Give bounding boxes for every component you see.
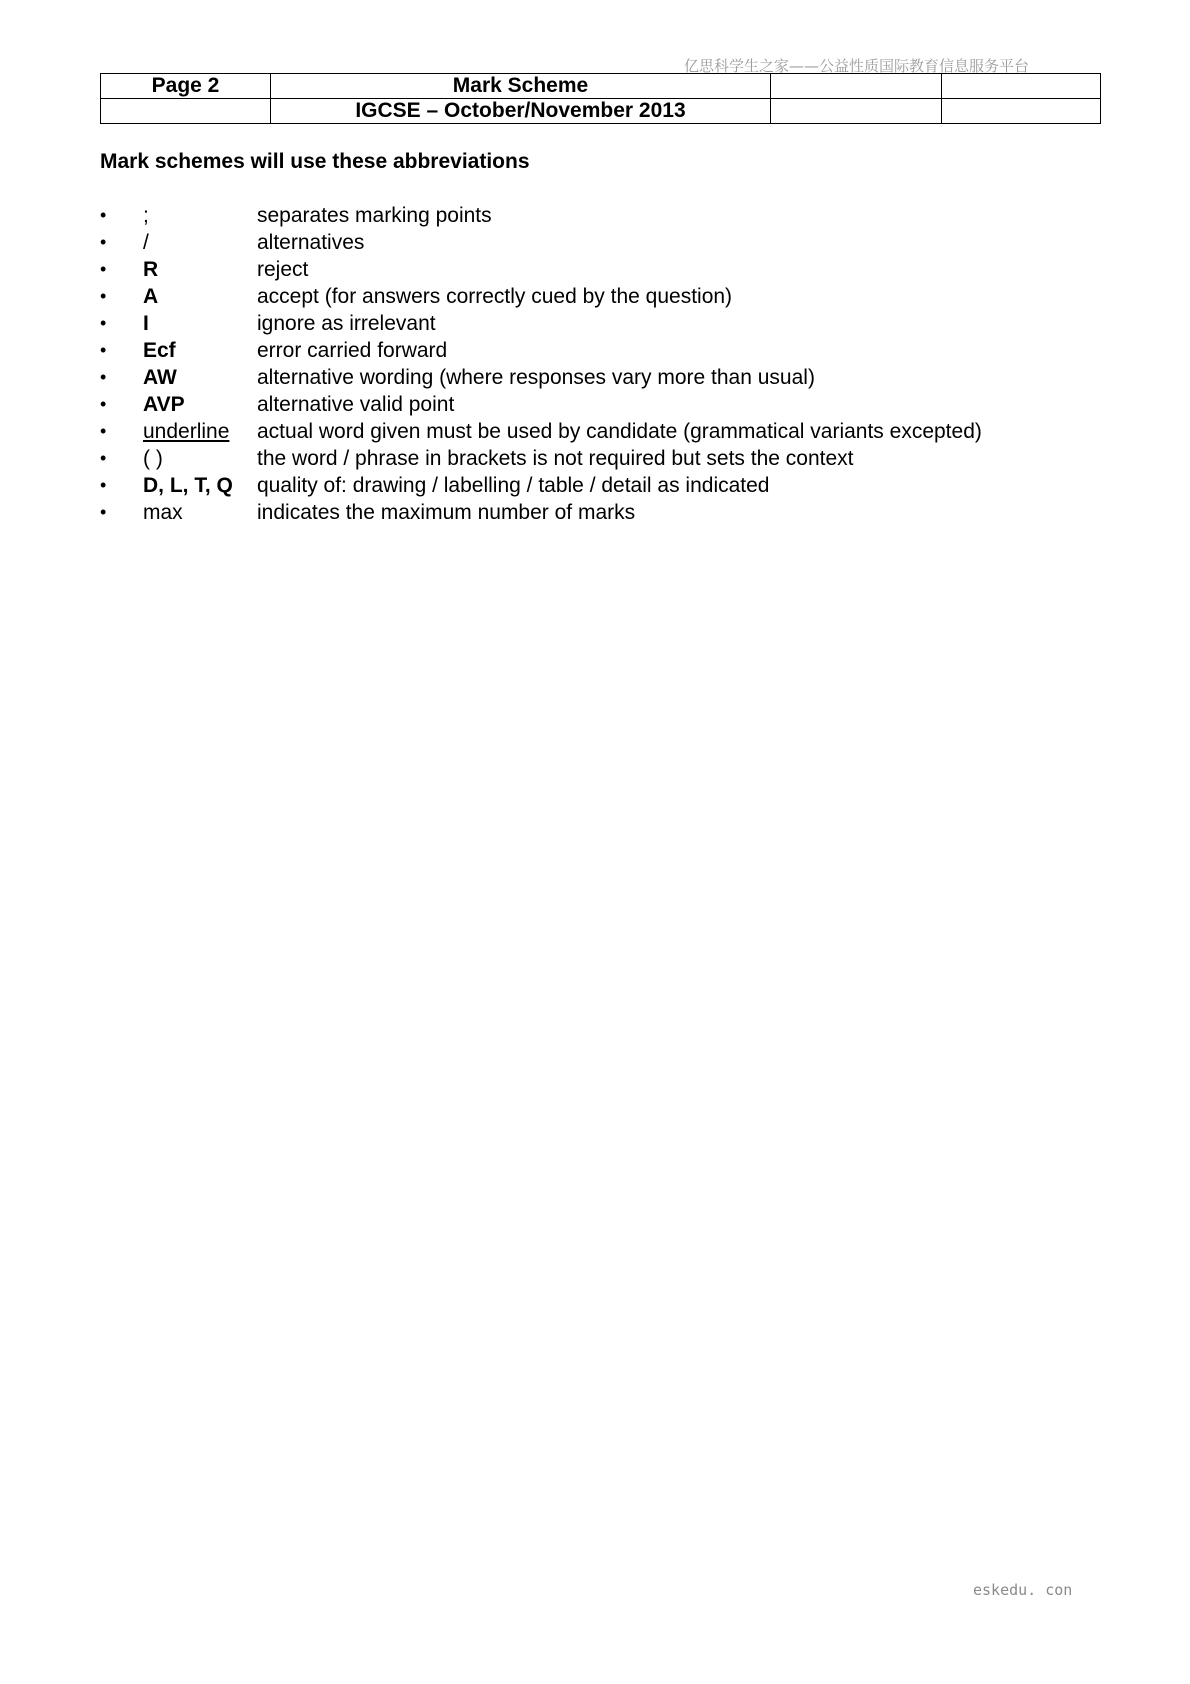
abbreviation-meaning: actual word given must be used by candidate (grammatical variants excepted) <box>257 420 982 443</box>
bullet-icon: • <box>100 313 107 333</box>
bullet-icon: • <box>100 205 107 225</box>
document-subtitle: IGCSE – October/November 2013 <box>271 99 771 124</box>
bullet-icon: • <box>100 475 107 495</box>
bullet-icon: • <box>100 340 107 360</box>
header-empty-cell <box>942 74 1101 99</box>
abbreviation-meaning: the word / phrase in brackets is not required but sets the context <box>257 447 854 470</box>
abbreviation-code: D, L, T, Q <box>143 474 233 497</box>
header-empty-cell <box>942 99 1101 124</box>
header-empty-cell <box>771 99 942 124</box>
bullet-icon: • <box>100 286 107 306</box>
watermark-bottom-text: eskedu. con <box>973 1581 1073 1599</box>
abbreviation-code: AW <box>143 366 177 389</box>
abbreviation-meaning: separates marking points <box>257 204 492 227</box>
bullet-icon: • <box>100 232 107 252</box>
abbreviation-code: / <box>143 231 149 254</box>
abbreviation-meaning: error carried forward <box>257 339 448 362</box>
abbreviation-code: I <box>143 312 149 335</box>
abbreviation-meaning: alternative wording (where responses vary more than usual) <box>257 366 815 389</box>
header-empty-cell <box>771 74 942 99</box>
bullet-icon: • <box>100 367 107 387</box>
abbreviation-meaning: indicates the maximum number of marks <box>257 501 636 524</box>
bullet-icon: • <box>100 394 107 414</box>
abbreviation-meaning: ignore as irrelevant <box>257 312 436 335</box>
bullet-icon: • <box>100 502 107 522</box>
abbreviation-meaning: alternative valid point <box>257 393 455 416</box>
page-number: Page 2 <box>101 74 271 99</box>
section-heading: Mark schemes will use these abbreviations <box>100 150 530 173</box>
abbreviation-meaning: accept (for answers correctly cued by the question) <box>257 285 733 308</box>
document-title: Mark Scheme <box>271 74 771 99</box>
abbreviation-code: max <box>143 501 183 524</box>
header-row-2 <box>101 99 1101 124</box>
abbreviation-code: ; <box>143 204 149 227</box>
header-empty-cell <box>101 99 271 124</box>
abbreviation-code: A <box>143 285 159 308</box>
bullet-icon: • <box>100 448 107 468</box>
watermark-top-text: 亿思科学生之家——公益性质国际教育信息服务平台 <box>684 57 1030 75</box>
header-row-1 <box>101 74 1101 99</box>
abbreviation-code: AVP <box>143 393 185 416</box>
header-table <box>100 73 1101 124</box>
bullet-icon: • <box>100 421 107 441</box>
abbreviation-code: underline <box>143 420 230 443</box>
abbreviation-meaning: reject <box>257 258 309 281</box>
abbreviation-meaning: quality of: drawing / labelling / table / detail as indicated <box>257 474 770 497</box>
abbreviation-code: Ecf <box>143 339 176 362</box>
abbreviation-code: R <box>143 258 159 281</box>
abbreviation-code: ( ) <box>143 447 163 470</box>
bullet-icon: • <box>100 259 107 279</box>
abbreviation-meaning: alternatives <box>257 231 365 254</box>
